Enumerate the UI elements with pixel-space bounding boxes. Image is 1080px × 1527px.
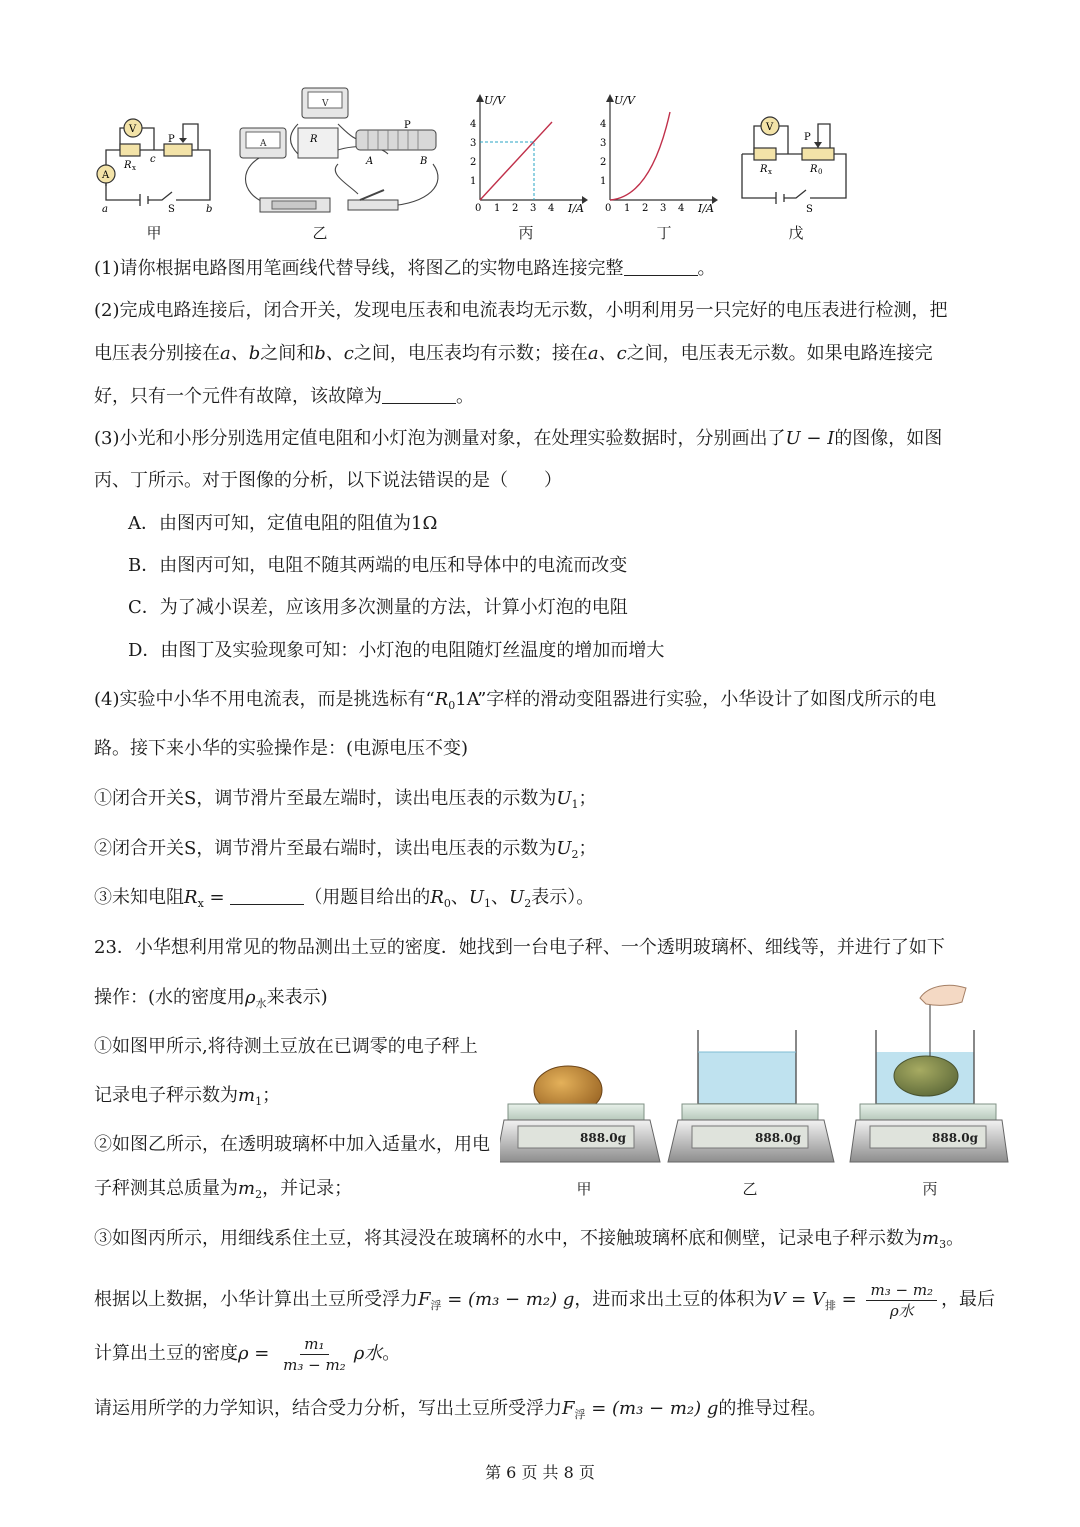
a-label: a	[102, 204, 108, 215]
question-4-line-2: 路。接下来小华的实验操作是：(电源电压不变)	[94, 738, 469, 759]
ding-tick: 2	[642, 203, 649, 214]
yi-voltmeter-label: V	[322, 99, 329, 109]
final-question: 请运用所学的力学知识，结合受力分析，写出土豆所受浮力$F_浮 = (m_3 - m_2)$ g的推导过程。	[94, 1398, 827, 1421]
wu-rx-sub: x	[768, 168, 772, 176]
ding-tick: 0	[605, 203, 612, 214]
step-3: ③未知电阻$R_x$ = （用题目给出的$R_0$、$U_1$、$U_2$表示）。	[94, 887, 595, 910]
figure-wu-circuit	[734, 110, 858, 220]
scale-yi-reading: 888.0g	[755, 1131, 801, 1145]
procedure-3: ③如图丙所示，用细线系住土豆，将其浸没在玻璃杯的水中，不接触玻璃杯底和侧壁，记录电子秤示数为$m_3$。	[94, 1228, 965, 1251]
ding-tick: 1	[624, 203, 631, 214]
rx-sub: x	[132, 164, 136, 172]
bing-tick: 0	[475, 203, 482, 214]
figure-ding-graph	[592, 90, 724, 216]
bing-ytick: 3	[470, 138, 477, 149]
s-label: S	[168, 204, 175, 215]
yi-p-label: P	[404, 120, 411, 131]
figure-bing-graph	[462, 90, 594, 216]
question-1: (1)请你根据电路图用笔画线代替导线，将图乙的实物电路连接完整 。	[94, 258, 716, 279]
bing-tick: 4	[548, 203, 555, 214]
procedure-2-line-1: ②如图乙所示，在透明玻璃杯中加入适量水，用电	[94, 1134, 490, 1155]
wu-s-label: S	[806, 204, 813, 215]
page-footer: 第 6 页 共 8 页	[485, 1463, 595, 1482]
yi-b-label: B	[420, 156, 428, 167]
question-2-line-3: 好，只有一个元件有故障，该故障为 。	[94, 386, 474, 407]
scale-bing-reading: 888.0g	[932, 1131, 978, 1145]
yi-ammeter-label: A	[260, 139, 267, 149]
wu-r0-sub: 0	[818, 168, 823, 176]
b-label: b	[206, 204, 213, 215]
step-1: ①闭合开关S，调节滑片至最左端时，读出电压表的示数为$U_1$；	[94, 788, 597, 811]
scale-caption-jia: 甲	[576, 1180, 592, 1198]
bing-tick: 3	[530, 203, 537, 214]
calc-line-1: 根据以上数据，小华计算出土豆所受浮力$F_浮 = (m_3 - m_2)$ g，进而求出土豆的体积为$V = V_排$ = $\frac{\text{m₃ − m₂}}{\text{ρ水}}$ ，最后	[94, 1280, 996, 1320]
scale-jia-reading: 888.0g	[580, 1131, 626, 1145]
scale-caption-bing: 丙	[922, 1180, 938, 1198]
bing-ytick: 2	[470, 157, 477, 168]
ding-ytick: 1	[600, 176, 607, 187]
ding-ytick: 2	[600, 157, 607, 168]
ding-tick: 4	[678, 203, 685, 214]
ding-y-label: U/V	[614, 94, 635, 107]
caption-yi: 乙	[312, 224, 328, 242]
ding-ytick: 3	[600, 138, 607, 149]
answer-blank[interactable]	[230, 886, 304, 905]
scale-caption-yi: 乙	[742, 1180, 758, 1198]
caption-wu: 戊	[788, 224, 804, 242]
question-3-line-2: 丙、丁所示。对于图像的分析，以下说法错误的是（ ）	[94, 470, 562, 491]
question-2-line-2: 电压表分别接在a、b之间和b、c之间，电压表均有示数；接在a、c之间，电压表无示数。如果电路连接完	[94, 343, 933, 364]
voltmeter-label: V	[129, 124, 137, 135]
option-a[interactable]: A．由图丙可知，定值电阻的阻值为1Ω	[128, 513, 438, 534]
density-fraction: $\frac{\text{m₁}}{\text{m₃ − m₂}}$	[283, 1334, 346, 1374]
scale-yi	[668, 1030, 834, 1162]
question-4-line-1: (4)实验中小华不用电流表，而是挑选标有“$R_01A$”字样的滑动变阻器进行实验，小华设计了如图戊所示的电	[94, 689, 937, 712]
caption-jia: 甲	[146, 224, 162, 242]
scale-jia	[500, 1066, 660, 1162]
option-d[interactable]: D．由图丁及实验现象可知：小灯泡的电阻随灯丝温度的增加而增大	[128, 640, 665, 661]
question-2-line-1: (2)完成电路连接后，闭合开关，发现电压表和电流表均无示数，小明利用另一只完好的电压表进行检测，把	[94, 300, 948, 321]
wu-rx-label: R	[760, 164, 768, 175]
c-label: c	[150, 154, 156, 165]
question-3-line-1: (3)小光和小彤分别选用定值电阻和小灯泡为测量对象，在处理实验数据时，分别画出了U − I的图像，如图	[94, 428, 943, 449]
rx-label: R	[124, 160, 132, 171]
answer-blank[interactable]	[624, 257, 698, 276]
ammeter-label: A	[102, 170, 110, 181]
question-23-line-1: 23．小华想利用常见的物品测出土豆的密度．她找到一台电子秤、一个透明玻璃杯、细线等，并进行了如下	[94, 937, 945, 958]
scale-bing	[850, 985, 1008, 1162]
procedure-1-line-2: 记录电子秤示数为$m_1$；	[94, 1085, 281, 1108]
option-c[interactable]: C．为了减小误差，应该用多次测量的方法，计算小灯泡的电阻	[128, 597, 628, 618]
p-label: P	[168, 134, 175, 145]
figure-yi-apparatus	[228, 84, 456, 220]
question-23-line-2: 操作：(水的密度用$\rho_水$来表示)	[94, 987, 328, 1010]
procedure-1-line-1: ①如图甲所示,将待测土豆放在已调零的电子秤上	[94, 1036, 478, 1057]
yi-r-label: R	[310, 134, 318, 145]
step-2: ②闭合开关S，调节滑片至最右端时，读出电压表的示数为$U_2$；	[94, 838, 597, 861]
bing-tick: 1	[494, 203, 501, 214]
option-b[interactable]: B．由图丙可知，电阻不随其两端的电压和导体中的电流而改变	[128, 555, 628, 576]
answer-blank[interactable]	[382, 385, 456, 404]
bing-ytick: 4	[470, 119, 477, 130]
caption-ding: 丁	[656, 224, 672, 242]
volume-fraction: $\frac{\text{m₃ − m₂}}{\text{ρ水}}$	[866, 1280, 937, 1321]
bing-x-label: I/A	[568, 202, 584, 215]
wu-p-label: P	[804, 132, 811, 143]
bing-tick: 2	[512, 203, 519, 214]
yi-a-label: A	[366, 156, 374, 167]
figure-jia-circuit	[92, 108, 216, 220]
bing-ytick: 1	[470, 176, 477, 187]
caption-bing: 丙	[518, 224, 534, 242]
wu-voltmeter-label: V	[766, 122, 774, 133]
ding-ytick: 4	[600, 119, 607, 130]
procedure-2-line-2: 子秤测其总质量为$m_2$，并记录；	[94, 1178, 353, 1201]
calc-line-2: 计算出土豆的密度ρ = $\frac{\text{m₁}}{\text{m₃ − m₂}}$ ρ水。	[94, 1334, 401, 1374]
bing-y-label: U/V	[484, 94, 505, 107]
ding-x-label: I/A	[698, 202, 714, 215]
wu-r0-label: R	[810, 164, 818, 175]
figure-scales	[500, 980, 1010, 1170]
ding-tick: 3	[660, 203, 667, 214]
